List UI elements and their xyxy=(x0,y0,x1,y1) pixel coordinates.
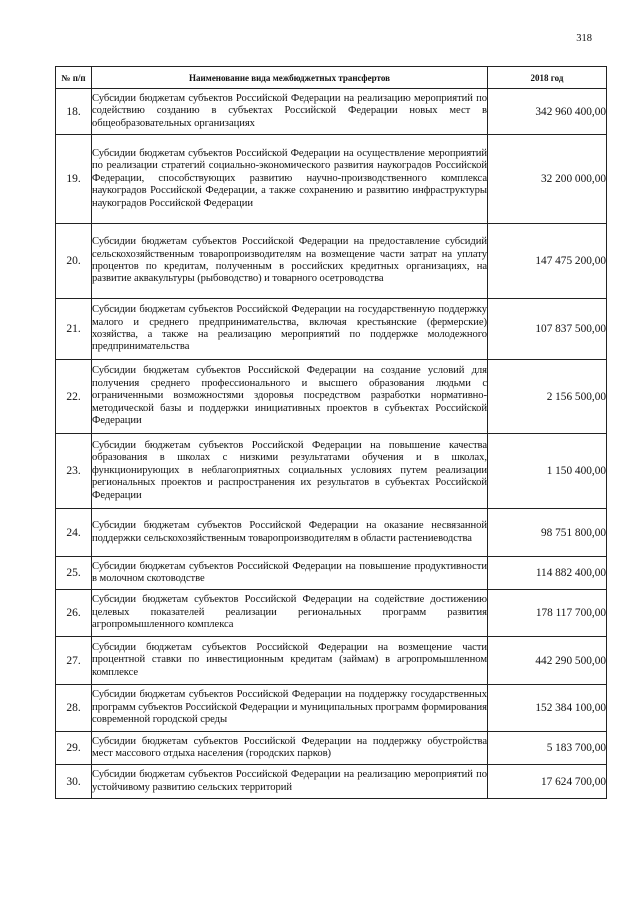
row-amount: 114 882 400,00 xyxy=(488,557,607,590)
row-amount: 152 384 100,00 xyxy=(488,685,607,732)
row-description: Субсидии бюджетам субъектов Российской Федерации на повышение качества образования в школах с низкими результатами обучения и в школах, функционирующих в неблагоприятных социальных условиях путем реализации региональных проектов и распространения их результатов в субъектах Российской Федерации xyxy=(92,434,488,509)
table-row xyxy=(56,765,607,799)
row-amount: 5 183 700,00 xyxy=(488,732,607,765)
row-description: Субсидии бюджетам субъектов Российской Федерации на содействие достижению целевых показателей реализации региональных программ развития агропромышленного комплекса xyxy=(92,590,488,637)
page-number: 318 xyxy=(576,33,592,44)
row-amount: 32 200 000,00 xyxy=(488,135,607,224)
row-number: 30. xyxy=(56,765,92,799)
row-number: 24. xyxy=(56,509,92,557)
row-description: Субсидии бюджетам субъектов Российской Федерации на возмещение части процентной ставки по инвестиционным кредитам (займам) в агропромышленном комплексе xyxy=(92,637,488,685)
table-row xyxy=(56,434,607,509)
row-number: 22. xyxy=(56,360,92,434)
table-header-row xyxy=(56,67,607,89)
row-number: 21. xyxy=(56,299,92,360)
header-year: 2018 год xyxy=(488,67,607,89)
row-number: 18. xyxy=(56,89,92,135)
table-row xyxy=(56,557,607,590)
row-amount: 98 751 800,00 xyxy=(488,509,607,557)
row-description: Субсидии бюджетам субъектов Российской Федерации на поддержку обустройства мест массового отдыха населения (городских парков) xyxy=(92,732,488,765)
row-number: 28. xyxy=(56,685,92,732)
row-number: 25. xyxy=(56,557,92,590)
header-transfer-name: Наименование вида межбюджетных трансфертов xyxy=(92,67,488,89)
row-description: Субсидии бюджетам субъектов Российской Федерации на поддержку государственных программ субъектов Российской Федерации и муниципальных программ формирования современной городской среды xyxy=(92,685,488,732)
table-row xyxy=(56,685,607,732)
table-row xyxy=(56,590,607,637)
row-description: Субсидии бюджетам субъектов Российской Федерации на предоставление субсидий сельскохозяйственным товаропроизводителям на возмещение части затрат на уплату процентов по кредитам, полученным в российских кредитных организациях, на развитие аквакультуры (рыбоводство) и товарного осетроводства xyxy=(92,224,488,299)
table-row xyxy=(56,360,607,434)
row-description: Субсидии бюджетам субъектов Российской Федерации на создание условий для получения среднего профессионального и высшего образования людьми с ограниченными возможностями здоровья посредством разработки нормативно-методической базы и поддержки инициативных проектов в субъектах Российской Федерации xyxy=(92,360,488,434)
row-number: 19. xyxy=(56,135,92,224)
table-row xyxy=(56,135,607,224)
table-row xyxy=(56,637,607,685)
table-row xyxy=(56,509,607,557)
row-description: Субсидии бюджетам субъектов Российской Федерации на реализацию мероприятий по устойчивому развитию сельских территорий xyxy=(92,765,488,799)
table-row xyxy=(56,732,607,765)
row-amount: 178 117 700,00 xyxy=(488,590,607,637)
row-description: Субсидии бюджетам субъектов Российской Федерации на реализацию мероприятий по содействию созданию в субъектах Российской Федерации новых мест в общеобразовательных организациях xyxy=(92,89,488,135)
row-amount: 147 475 200,00 xyxy=(488,224,607,299)
row-amount: 2 156 500,00 xyxy=(488,360,607,434)
row-amount: 1 150 400,00 xyxy=(488,434,607,509)
row-number: 26. xyxy=(56,590,92,637)
row-amount: 107 837 500,00 xyxy=(488,299,607,360)
row-number: 20. xyxy=(56,224,92,299)
row-description: Субсидии бюджетам субъектов Российской Федерации на повышение продуктивности в молочном скотоводстве xyxy=(92,557,488,590)
row-description: Субсидии бюджетам субъектов Российской Федерации на оказание несвязанной поддержки сельскохозяйственным товаропроизводителям в области растениеводства xyxy=(92,509,488,557)
row-number: 23. xyxy=(56,434,92,509)
table-row xyxy=(56,224,607,299)
row-description: Субсидии бюджетам субъектов Российской Федерации на осуществление мероприятий по реализации стратегий социально-экономического развития наукоградов Российской Федерации, способствующих развитию научно-производственного комплекса наукоградов Российской Федерации, а также сохранению и развитию инфраструктуры наукоградов Российской Федерации xyxy=(92,135,488,224)
header-number: № п/п xyxy=(56,67,92,89)
row-description: Субсидии бюджетам субъектов Российской Федерации на государственную поддержку малого и среднего предпринимательства, включая крестьянские (фермерские) хозяйства, а также на реализацию мероприятий по поддержке молодежного предпринимательства xyxy=(92,299,488,360)
row-amount: 342 960 400,00 xyxy=(488,89,607,135)
table-row xyxy=(56,89,607,135)
table-row xyxy=(56,299,607,360)
row-number: 27. xyxy=(56,637,92,685)
transfers-table xyxy=(55,66,607,799)
row-amount: 17 624 700,00 xyxy=(488,765,607,799)
row-amount: 442 290 500,00 xyxy=(488,637,607,685)
row-number: 29. xyxy=(56,732,92,765)
